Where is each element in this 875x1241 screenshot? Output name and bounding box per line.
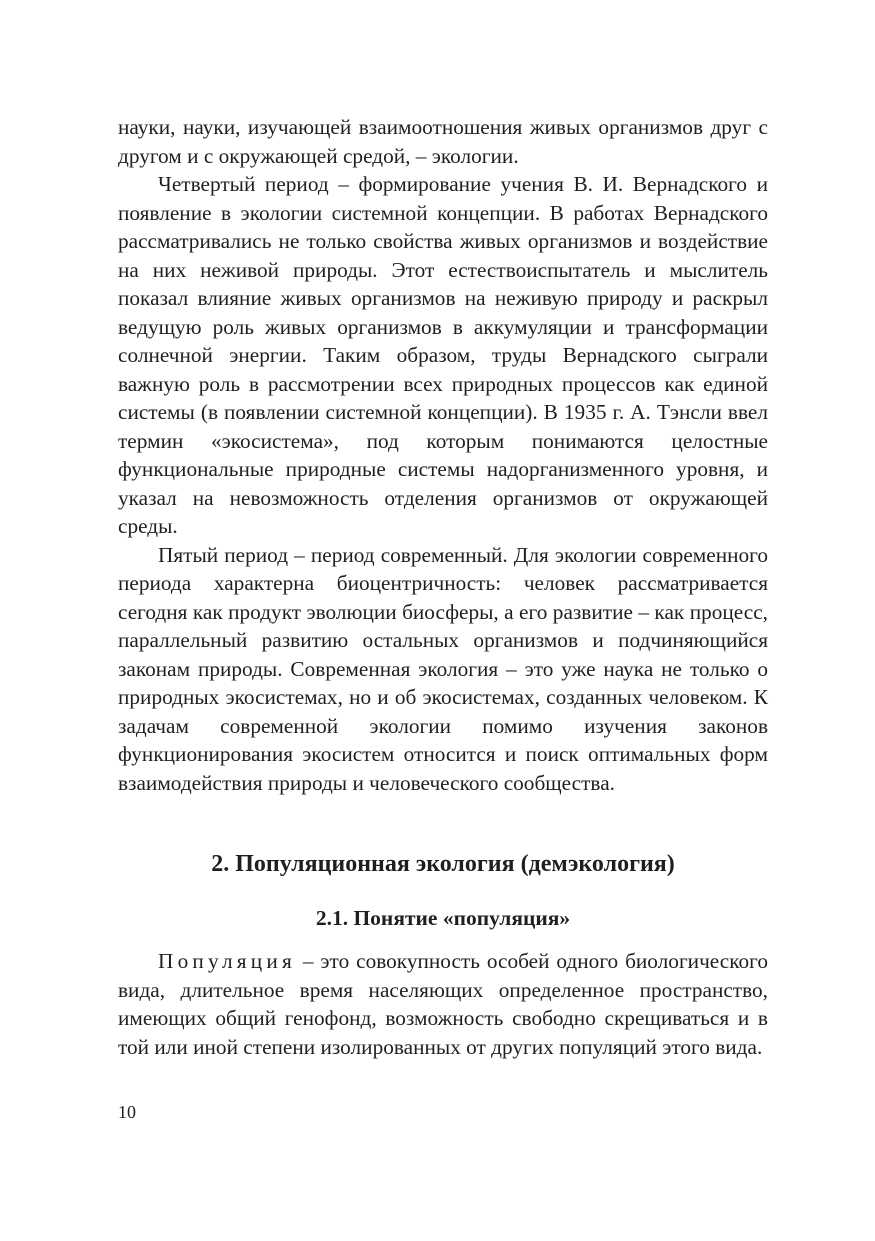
paragraph-continuation: науки, науки, изучающей взаимоотношения живых организмов друг с другом и с окружающей средой, – экологии. [118, 115, 768, 168]
page-number: 10 [118, 1102, 136, 1122]
page-body [118, 113, 768, 1061]
paragraph-fifth-period: Пятый период – период современный. Для экологии современного периода характерна биоцентричность: человек рассматривается сегодня как продукт эволюции биосферы, а его развитие – как процесс, параллельный развитию остальных организмов и подчиняющийся законам природы. Современная экология – это уже наука не только о природных экосистемах, но и об экосистемах, созданных человеком. К задачам современной экологии помимо изучения законов функционирования экосистем относится и поиск оптимальных форм взаимодействия природы и человеческого сообщества. [118, 542, 768, 795]
definition-text: – это совокупность особей одного биологического вида, длительное время населяющих определенное пространство, имеющих общий генофонд, возможность свободно скрещиваться и в той или иной степени изолированных от других популяций этого вида. [118, 949, 768, 1059]
section-heading: 2. Популяционная экология (демэкология) [211, 851, 675, 877]
subsection-heading: 2.1. Понятие «популяция» [315, 906, 571, 930]
paragraph-population-definition [118, 947, 768, 1061]
paragraph-fourth-period: Четвертый период – формирование учения В. И. Вернадского и появление в экологии системной концепции. В работах Вернадского рассматривались не только свойства живых организмов и воздействие на них неживой природы. Этот естествоиспытатель и мыслитель показал влияние живых организмов на неживую природу и раскрыл ведущую роль живых организмов в аккумуляции и трансформации солнечной энергии. Таким образом, труды Вернадского сыграли важную роль в рассмотрении всех природных процессов как единой системы (в появлении системной концепции). В 1935 г. А. Тэнсли ввел термин «экосистема», под которым понимаются целостные функциональные природные системы надорганизменного уровня, и указал на невозможность отделения организмов от окружающей среды. [118, 172, 768, 538]
defined-term: Популяция [158, 949, 296, 973]
